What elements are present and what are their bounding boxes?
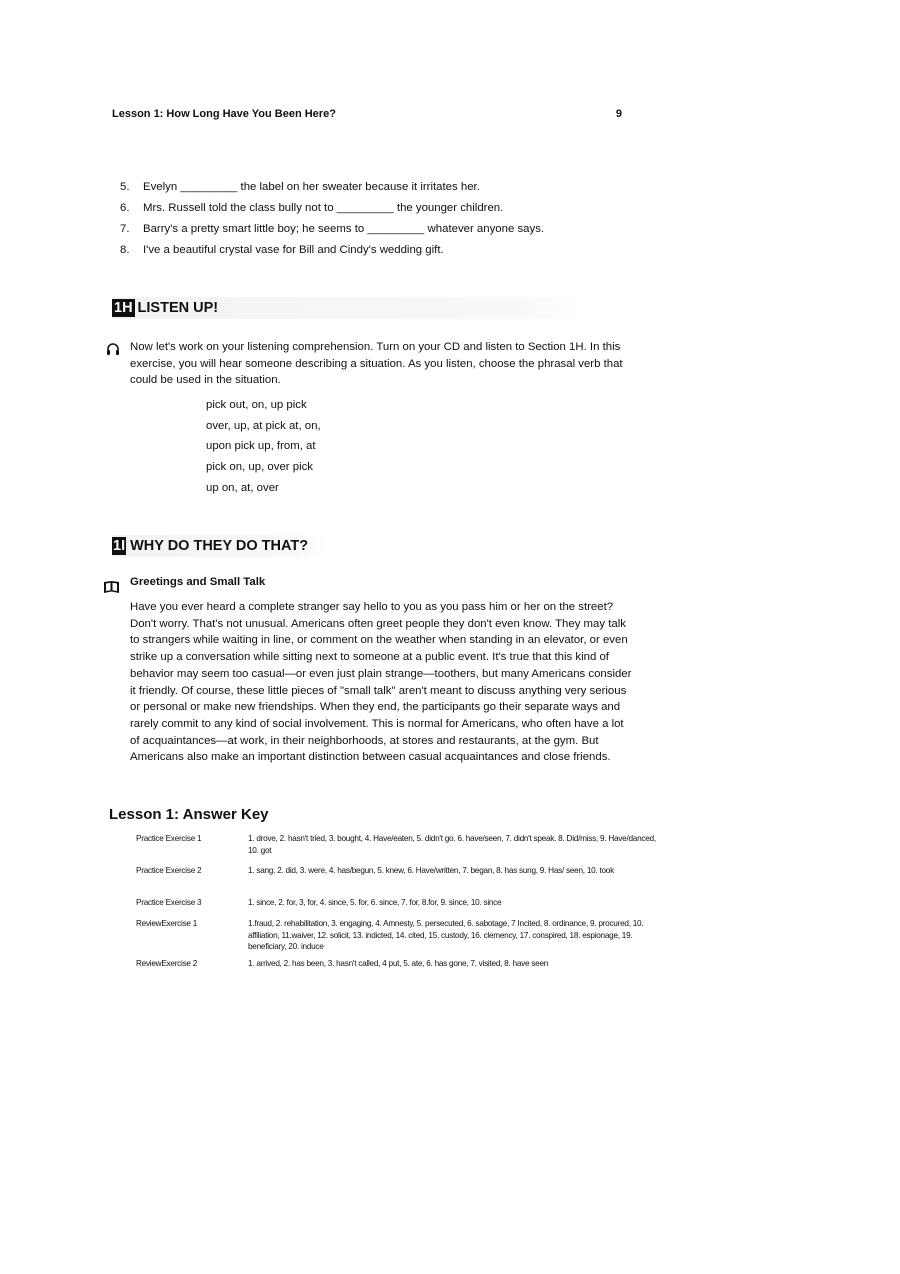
- answer-key-row: [136, 896, 666, 917]
- running-header: [112, 108, 624, 120]
- headphones-icon: [106, 342, 120, 356]
- exercise-item: [120, 178, 640, 199]
- page-number: 9: [615, 108, 622, 120]
- exercise-number: 8.: [120, 244, 130, 256]
- exercise-text: I've a beautiful crystal vase for Bill and Cindy's wedding gift.: [143, 244, 444, 256]
- choice-line: pick on, up, over pick: [206, 461, 313, 474]
- answer-key-label: Practice Exercise 2: [136, 866, 202, 875]
- section-badge: 1I: [113, 538, 126, 554]
- choice-line: over, up, at pick at, on,: [206, 419, 321, 432]
- answer-key-value: 1. arrived, 2. has been, 3. hasn't called, 4 put, 5. ate, 6. has gone, 7. visited, 8. have seen: [248, 959, 549, 968]
- subheading: Greetings and Small Talk: [130, 576, 266, 588]
- answer-key-row: [136, 864, 666, 896]
- choice-line: pick out, on, up pick: [206, 399, 307, 411]
- exercise-list: [120, 178, 640, 262]
- phrasal-verb-choices: [206, 396, 321, 499]
- answer-key-label: ReviewExercise 2: [136, 959, 198, 968]
- answer-key-value: 1. sang. 2. did, 3. were, 4. has/begun, 5. knew, 6. Have/written, 7. began, 8. has sung, 9. Has/ seen, 10. took: [248, 866, 614, 875]
- answer-key-table: [136, 832, 666, 975]
- answer-key-label: ReviewExercise 1: [136, 919, 198, 928]
- listening-instructions: Now let's work on your listening comprehension. Turn on your CD and listen to Section 1H. In this exercise, you will hear someone describing a situation. As you listen, choose the phrasal verb that could be used in the situation.: [130, 341, 623, 387]
- answer-key-label: Practice Exercise 1: [136, 834, 202, 843]
- exercise-text: Barry's a pretty smart little boy; he seems to _________ whatever anyone says.: [143, 223, 545, 235]
- answer-key-value: 1. drove, 2. hasn't tried, 3. bought, 4. Have/eaten, 5. didn't go. 6. have/seen, 7. didn't speak. 8. Did/miss, 9. Have/danced, 10. got: [248, 834, 656, 855]
- answer-key-value: 1.fraud, 2. rehabilitation, 3. engaging, 4. Amnesty, 5. persecuted, 6. sabotage, 7 Incited, 8. ordinance, 9. procured, 10. affiliation, 11.waiver, 12. solicit, 13. indicted, 14. cited, 15. custody, 16. clemency, 17. conspired, 18. espionage, 19. beneficiary, 20. induce: [248, 919, 644, 952]
- exercise-number: 5.: [120, 181, 130, 193]
- exercise-number: 7.: [120, 223, 130, 235]
- culture-paragraph: Have you ever heard a complete stranger say hello to you as you pass him or her on the street? Don't worry. That's not unusual. Americans often greet people they don't even know. They may talk to strangers while waiting in line, or comment on the weather when standing in an elevator, or even strike up a conversation while sitting next to someone at a public event. It's true that this kind of behavior may seem too casual—or even just plain strange—toothers, but many Americans consider it friendly. Of course, these little pieces of "small talk" aren't meant to discuss anything very serious or personal or make new friendships. When they end, the participants go their separate ways and rarely commit to any kind of social involvement. This is normal for Americans, who often have a lot of acquaintances—at work, in their neighborhoods, at stores and restaurants, at the gym. But Americans also make an important distinction between casual acquaintances and close friends.: [130, 601, 632, 764]
- exercise-text: Mrs. Russell told the class bully not to _________ the younger children.: [143, 202, 504, 214]
- section-title: LISTEN UP!: [137, 300, 219, 316]
- choice-line: upon pick up, from, at: [206, 440, 316, 453]
- answer-key-row: [136, 917, 666, 957]
- section-1i-heading: [112, 537, 308, 555]
- exercise-item: [120, 241, 640, 262]
- section-1h-heading: [112, 299, 218, 317]
- answer-key-row: [136, 832, 666, 864]
- answer-key-row: [136, 957, 666, 975]
- section-title: WHY DO THEY DO THAT?: [130, 538, 309, 554]
- section-badge: 1H: [114, 300, 133, 316]
- exercise-item: [120, 220, 640, 241]
- answer-key-label: Practice Exercise 3: [136, 898, 202, 907]
- exercise-number: 6.: [120, 202, 130, 214]
- exercise-text: Evelyn _________ the label on her sweater because it irritates her.: [143, 181, 480, 193]
- answer-key-value: 1. since, 2. for, 3, for, 4. since, 5. for, 6. since, 7. for, 8.for, 9. since, 10. since: [248, 898, 502, 907]
- choice-line: up on, at, over: [206, 481, 279, 494]
- answer-key-title: Lesson 1: Answer Key: [109, 806, 269, 823]
- exercise-item: [120, 199, 640, 220]
- open-book-icon: [103, 580, 120, 594]
- header-title: Lesson 1: How Long Have You Been Here?: [112, 108, 336, 120]
